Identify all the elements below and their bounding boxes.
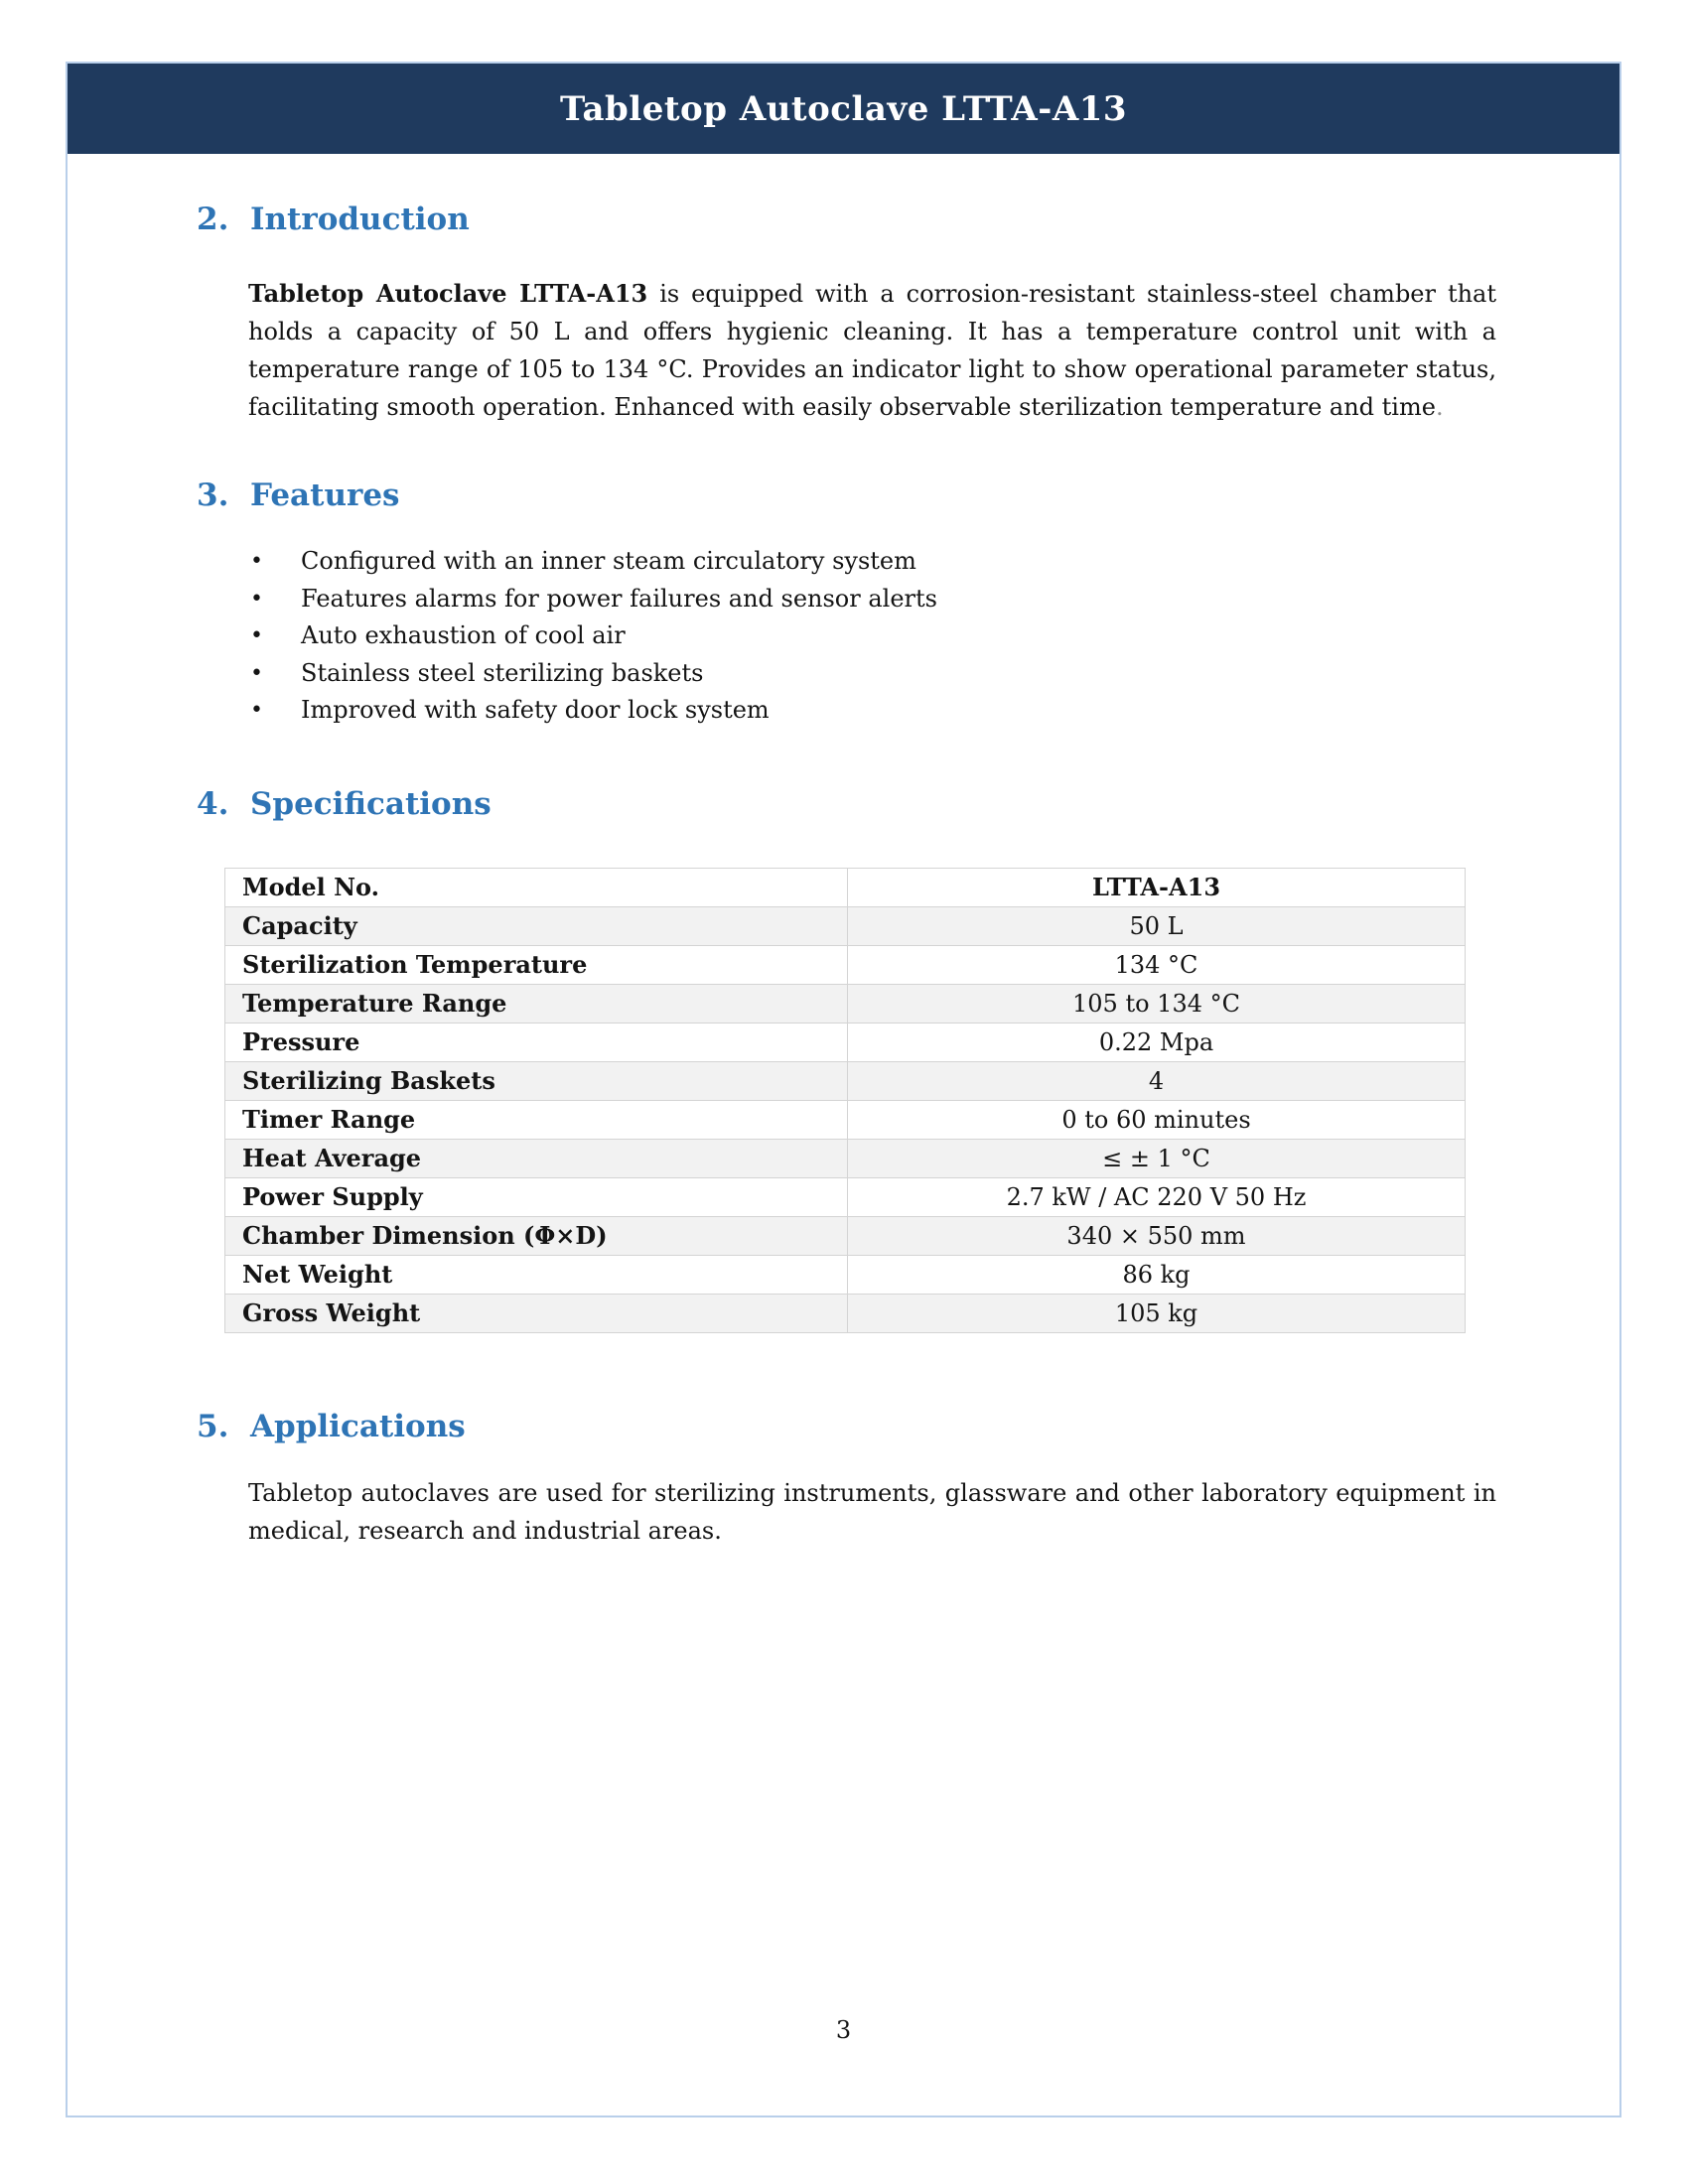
spec-label: Timer Range [225,1100,848,1139]
page-content [68,200,1619,1550]
spec-label: Chamber Dimension (Φ×D) [225,1216,848,1255]
bullet-icon: • [250,586,263,612]
bullet-icon: • [250,549,263,574]
list-item [250,543,1619,581]
spec-value: 50 L [848,906,1466,945]
table-row [225,984,1466,1023]
intro-body-text: is equipped with a corrosion-resistant stainless-steel chamber that holds a capacity of 50 L and offers hygienic cleaning. It has a temperature control unit with a temperature range of 105 to 134 °C. Provides an indicator light to show operational parameter status, facilitating smooth operation. Enhanced with easily observable sterilization temperature and time [248,280,1496,421]
section-title: Introduction [250,202,470,237]
spec-value: 0 to 60 minutes [848,1100,1466,1139]
bullet-icon: • [250,660,263,686]
spec-label: Heat Average [225,1139,848,1177]
page-header-bar [68,64,1619,154]
spec-value: 2.7 kW / AC 220 V 50 Hz [848,1177,1466,1216]
section-title: Applications [250,1408,466,1444]
section-heading-specifications [197,784,1619,824]
table-row [225,1216,1466,1255]
spec-value: 4 [848,1061,1466,1100]
document-page [66,62,1621,2117]
spec-value: 340 × 550 mm [848,1216,1466,1255]
page-title: Tabletop Autoclave LTTA-A13 [559,88,1128,129]
spec-label: Gross Weight [225,1294,848,1332]
section-number: 4. [197,785,229,822]
spec-value: 105 to 134 °C [848,984,1466,1023]
table-row [225,1177,1466,1216]
applications-paragraph: Tabletop autoclaves are used for sterilizing instruments, glassware and other laboratory equipment in medical, research and industrial areas. [248,1478,1496,1545]
section-heading-introduction [197,200,1619,239]
spec-label: Temperature Range [225,984,848,1023]
intro-trailing-period: . [1435,393,1444,421]
spec-value: ≤ ± 1 °C [848,1139,1466,1177]
list-item-label: Stainless steel sterilizing baskets [301,658,704,687]
list-item-label: Auto exhaustion of cool air [301,621,626,649]
section-number: 3. [197,478,229,513]
spec-value: 86 kg [848,1255,1466,1294]
section-title: Specifications [250,785,492,822]
section-heading-features [197,476,1619,515]
spec-label: Sterilization Temperature [225,945,848,984]
introduction-paragraph [248,275,1496,426]
list-item-label: Configured with an inner steam circulatory system [301,547,916,575]
table-row [225,945,1466,984]
list-item [250,617,1619,655]
section-number: 2. [197,202,229,237]
features-list [250,543,1619,730]
table-row [225,906,1466,945]
section-heading-applications [197,1407,1619,1446]
spec-value: 0.22 Mpa [848,1023,1466,1061]
table-row [225,1139,1466,1177]
specifications-table-body [225,868,1466,1332]
bullet-icon: • [250,623,263,648]
spec-value: 134 °C [848,945,1466,984]
spec-label: Pressure [225,1023,848,1061]
list-item-label: Features alarms for power failures and sensor alerts [301,584,937,613]
table-row [225,868,1466,906]
spec-label: Net Weight [225,1255,848,1294]
list-item [250,692,1619,730]
spec-value: LTTA-A13 [848,868,1466,906]
page-number: 3 [835,2016,852,2044]
list-item-label: Improved with safety door lock system [301,696,770,724]
section-number: 5. [197,1408,229,1444]
spec-label: Power Supply [225,1177,848,1216]
spec-label: Capacity [225,906,848,945]
specifications-table [224,868,1466,1333]
spec-label: Sterilizing Baskets [225,1061,848,1100]
list-item [250,581,1619,618]
bullet-icon: • [250,698,263,723]
table-row [225,1255,1466,1294]
section-title: Features [250,478,400,513]
list-item [250,655,1619,693]
table-row [225,1023,1466,1061]
intro-lead-bold: Tabletop Autoclave LTTA-A13 [248,279,648,308]
table-row [225,1294,1466,1332]
table-row [225,1061,1466,1100]
table-row [225,1100,1466,1139]
spec-label: Model No. [225,868,848,906]
spec-value: 105 kg [848,1294,1466,1332]
